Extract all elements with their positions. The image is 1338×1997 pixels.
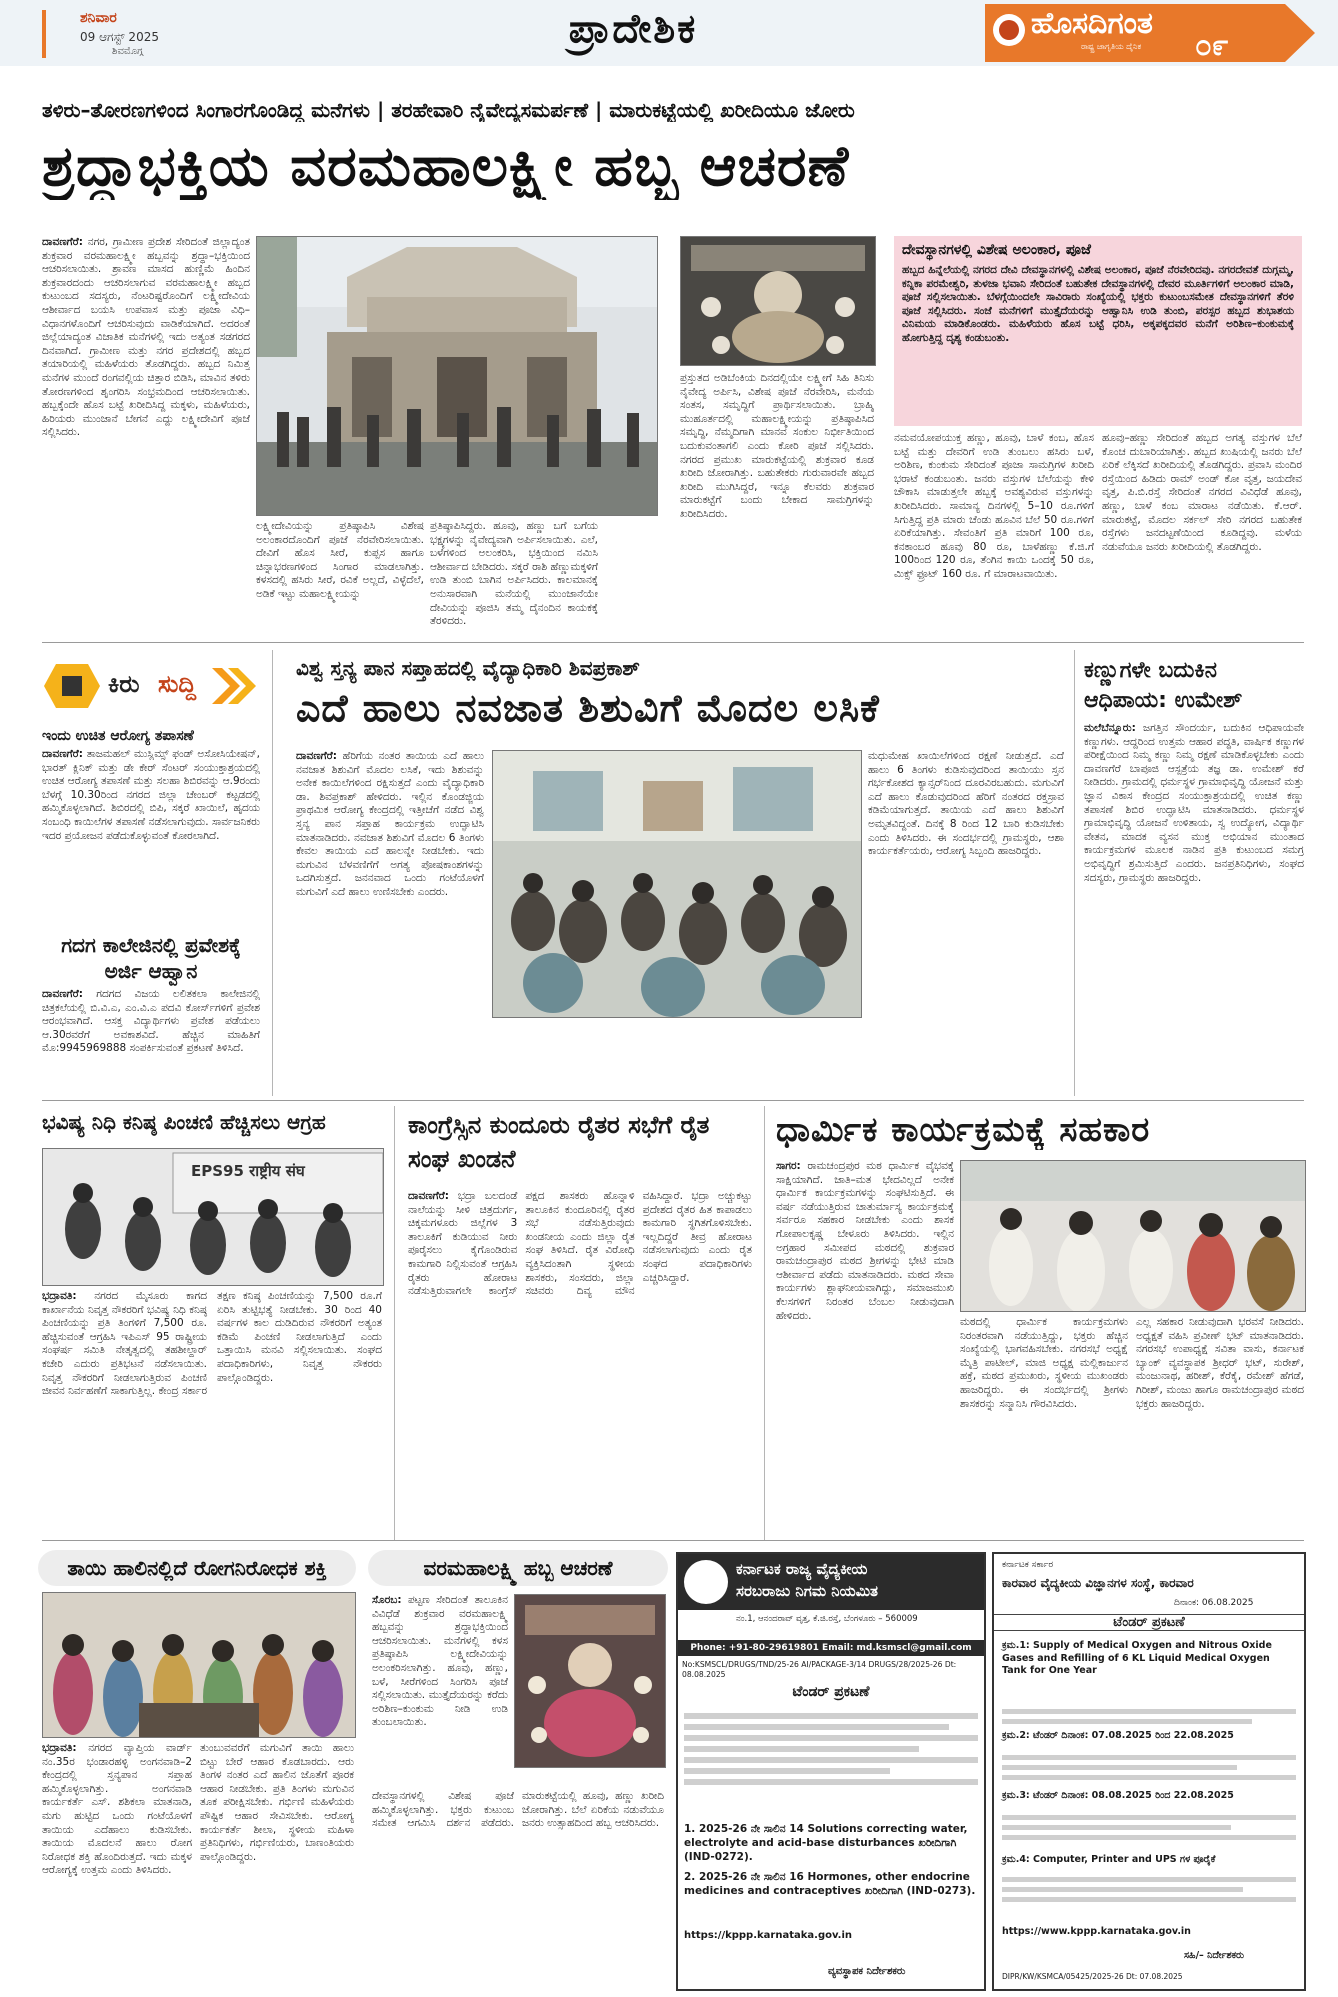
pension-body: [42, 1290, 382, 1530]
box-title: ದೇವಸ್ಥಾನಗಳಲ್ಲಿ ವಿಶೇಷ ಅಲಂಕಾರ, ಪೂಜೆ: [902, 242, 1091, 258]
kiru-item2-body: [42, 988, 260, 1086]
lead-col3-text: ಪ್ರತಿಷ್ಠಾಪಿಸಿದ್ದರು. ಹೂವು, ಹಣ್ಣು ಬಗೆ ಬಗೆಯ ಭಕ್ಷ್ಯಗಳನ್ನು ನೈವೇದ್ಯವಾಗಿ ಅರ್ಪಿಸಲಾಯಿತು. ಎಲೆ, ಬಳೆಗಳಿಂದ ಅಲಂಕರಿಸಿ, ಭಕ್ತಿಯಿಂದ ನಮಿಸಿ ಆಶೀರ್ವಾದ ಬೇಡಿದರು. ಸಕ್ಕರೆ ರಾಶಿ ಹೆಣ್ಣುಮಕ್ಕಳಿಗೆ ಉಡಿ ತುಂಬಿ ಬಾಗಿನ ಅರ್ಪಿಸಿದರು. ಕಾಲಮಾನಕ್ಕೆ ಅನುಸಾರವಾಗಿ ಮನೆಯಲ್ಲಿ ಮುಂಜಾನೆಯೇ ದೇವಿಯನ್ನು ಪೂಜಿಸಿ ತಮ್ಮ ದೈನಂದಿನ ಕಾಯಕಕ್ಕೆ ತೆರಳಿದರು.: [430, 520, 598, 628]
masthead-day: ಶನಿವಾರ: [80, 10, 117, 26]
vara2-column-2: [372, 1790, 664, 1987]
vara2-col2-text: ದೇವಸ್ಥಾನಗಳಲ್ಲಿ ವಿಶೇಷ ಪೂಜೆ ಹಮ್ಮಿಕೊಳ್ಳಲಾಗಿತ್ತು. ಭಕ್ತರು ಕುಟುಂಬ ಸಮೇತ ಆಗಮಿಸಿ ದರ್ಶನ ಪಡೆದರು. ಮಾರುಕಟ್ಟೆಯಲ್ಲಿ ಹೂವು, ಹಣ್ಣು ಖರೀದಿ ಜೋರಾಗಿತ್ತು. ಬೆಲೆ ಏರಿಕೆಯ ನಡುವೆಯೂ ಜನರು ಉತ್ಸಾಹದಿಂದ ಹಬ್ಬ ಆಚರಿಸಿದರು.: [372, 1790, 664, 1830]
milk-kicker: ವಿಶ್ವ ಸ್ತನ್ಯ ಪಾನ ಸಪ್ತಾಹದಲ್ಲಿ ವೈದ್ಯಾಧಿಕಾರಿ ಶಿವಪ್ರಕಾಶ್: [296, 656, 640, 680]
lead-column-2: [256, 520, 424, 632]
dharmika-column-3: [1136, 1316, 1304, 1530]
divider: [42, 1100, 1304, 1101]
tayi-column-1: [42, 1742, 192, 1987]
milk-column-2: [868, 750, 1064, 1090]
vara2-dateline: ಸೊರಬ:: [372, 1594, 402, 1606]
lead-dateline: ದಾವಣಗೆರೆ:: [42, 236, 83, 248]
dharmika-column-1: [776, 1160, 954, 1530]
ad1-website: https://kppp.karnataka.gov.in: [684, 1930, 853, 1941]
kiru-item1-dateline: ದಾವಣಗೆರೆ:: [42, 748, 83, 760]
ad1-sign: ವ್ಯವಸ್ಥಾಪಕ ನಿರ್ದೇಶಕರು: [828, 1966, 906, 1977]
lead-col4-text: ಪ್ರಸ್ತುತದ ಅಡಿಬೆಂಕಿಯ ದಿನದಲ್ಲಿಯೇ ಲಕ್ಷ್ಮೀಗೆ ಸಿಹಿ ತಿನಿಸು ನೈವೇದ್ಯ ಅರ್ಪಿಸಿ, ವಿಶೇಷ ಪೂಜೆ ನೆರವೇರಿಸಿ, ಮನೆಯ ಸಂತಸ, ಸಮೃದ್ಧಿಗೆ ಪ್ರಾರ್ಥಿಸಲಾಯಿತು. ಬ್ರಾಹ್ಮಿ ಮುಹೂರ್ತದಲ್ಲಿ ಮಹಾಲಕ್ಷ್ಮೀಯನ್ನು ಪ್ರತಿಷ್ಠಾಪಿಸಿದ ಸಮೃದ್ಧಿ, ನೆಮ್ಮದಿಗಾಗಿ ಮಾನವ ಸಂಕುಲ ನಿರ್ಭೀತಿಯಿಂದ ಬದುಕುವಂತಾಗಲಿ ಎಂದು ಕೋರಿ ಪೂಜೆ ಸಲ್ಲಿಸಿದರು. ನಗರದ ಪ್ರಮುಖ ಮಾರುಕಟ್ಟೆಯಲ್ಲಿ ಶುಕ್ರವಾರ ಕೂಡ ಖರೀದಿ ಜೋರಾಗಿತ್ತು. ಬಹುತೇಕರು ಗುರುವಾರವೇ ಹಬ್ಬದ ಖರೀದಿ ಮುಗಿಸಿದ್ದರೆ, ಇನ್ನೂ ಕೆಲವರು ಶುಕ್ರವಾರ ಮಾರುಕಟ್ಟೆಗೆ ಬಂದು ಬೇಕಾದ ಸಾಮಗ್ರಿಗಳನ್ನು ಖರೀದಿಸಿದರು.: [680, 372, 874, 520]
eyes-dateline: ಮಲೆಬೆನ್ನೂರು:: [1084, 722, 1136, 734]
divider: [394, 1106, 395, 1540]
divider: [1074, 650, 1075, 1096]
kiru-item1-title: ಇಂದು ಉಚಿತ ಆರೋಗ್ಯ ತಪಾಸಣೆ: [42, 728, 194, 744]
tayi-col1-text: ನಗರದ ವ್ಯಾಪ್ತಿಯ ವಾರ್ಡ್ ನಂ.35ರ ಭಂಡಾರಹಳ್ಳಿ ಅಂಗನವಾಡಿ–2 ಕೇಂದ್ರದಲ್ಲಿ ಸ್ತನ್ಯಪಾನ ಸಪ್ತಾಹ ಹಮ್ಮಿಕೊಳ್ಳಲಾಗಿತ್ತು. ಅಂಗನವಾಡಿ ಕಾರ್ಯಕರ್ತೆ ಎಸ್. ಶಶಿಕಲಾ ಮಾತನಾಡಿ, ಮಗು ಹುಟ್ಟಿದ ಒಂದು ಗಂಟೆಯೊಳಗೆ ತಾಯಿಯ ಎದೆಹಾಲು ಕುಡಿಸಬೇಕು. ತಾಯಿಯ ಮೊದಲನೆ ಹಾಲು ರೋಗ ನಿರೋಧಕ ಶಕ್ತಿ ಹೊಂದಿರುತ್ತದೆ. ಇದು ಮಕ್ಕಳ ಆರೋಗ್ಯಕ್ಕೆ ಉತ್ತಮ ಎಂದು ತಿಳಿಸಿದರು.: [42, 1742, 192, 1877]
ad1-ref: No:KSMSCL/DRUGS/TND/25-26 AI/PACKAGE-3/14 DRUGS/28/2025-26 Dt: 08.08.2025: [682, 1660, 957, 1679]
dharmika-dateline: ಸಾಗರ:: [776, 1160, 801, 1172]
dharmika-column-2: [960, 1316, 1128, 1530]
ad2-item1: ಕ್ರಮ.1: Supply of Medical Oxygen and Nitrous Oxide Gases and Refilling of 6 KL Liquid Medical Oxygen Tank for One Year: [1002, 1640, 1272, 1676]
kiru-logo-a: ಕಿರು: [108, 670, 140, 698]
kiru-item2-title: ಗದಗ ಕಾಲೇಜಿನಲ್ಲಿ ಪ್ರವೇಶಕ್ಕೆ ಅರ್ಜಿ ಆಹ್ವಾನ: [61, 933, 241, 983]
lead-col6-text: ಹೂವು–ಹಣ್ಣು ಸೇರಿದಂತೆ ಹಬ್ಬದ ಅಗತ್ಯ ವಸ್ತುಗಳ ಬೆಲೆ ಕೊಂಚ ದುಬಾರಿಯಾಗಿತ್ತು. ಹಬ್ಬದ ಖುಷಿಯಲ್ಲಿ ಜನರು ಬೆಲೆ ಏರಿಕೆ ಲೆಕ್ಕಿಸದೆ ಖರೀದಿಯಲ್ಲಿ ತೊಡಗಿದ್ದರು. ಪ್ರವಾಸಿ ಮಂದಿರ ರಸ್ತೆಯಿಂದ ಹಿಡಿದು ರಾಮ್ ಅಂಡ್ ಕೋ ವೃತ್ತ, ಜಯದೇವ ವೃತ್ತ, ಪಿ.ಬಿ.ರಸ್ತೆ ಸೇರಿದಂತೆ ನಗರದ ವಿವಿಧೆಡೆ ಹೂವು, ಹಣ್ಣು, ಬಾಳೆ ಕಂಬ ಮಾರಾಟ ನಡೆಯಿತು. ಕೆ.ಆರ್. ಮಾರುಕಟ್ಟೆ, ಮೊದಲ ಸರ್ಕಲ್ ಸೇರಿ ನಗರದ ಬಹುತೇಕ ರಸ್ತೆಗಳು ಜನದಟ್ಟಣೆಯಿಂದ ಕೂಡಿದ್ದವು. ಮಳೆಯ ನಡುವೆಯೂ ಜನರು ಖರೀದಿಯಲ್ಲಿ ತೊಡಗಿದ್ದರು.: [1102, 432, 1302, 553]
pension-dateline: ಭದ್ರಾವತಿ:: [42, 1290, 77, 1302]
lead-column-4: [680, 372, 874, 632]
tayi-dateline: ಭದ್ರಾವತಿ:: [42, 1742, 77, 1754]
congress-body: [408, 1190, 752, 1530]
ad1-filler-text: [684, 1708, 978, 1818]
ad2-sign: ಸಹಿ/– ನಿರ್ದೇಶಕರು: [1184, 1950, 1245, 1961]
milk-column-1: [296, 750, 484, 1090]
tayi-photo: [42, 1592, 356, 1738]
ad1-item2: 2. 2025-26 ನೇ ಸಾಲಿನ 16 Hormones, other endocrine medicines and contraceptives ಖರೀದಿಗಾಗಿ (IND-0273).: [684, 1871, 976, 1897]
kiru-item1-body: [42, 748, 260, 928]
vara2-goddess-photo: [514, 1594, 666, 1768]
divider: [42, 642, 1304, 643]
congress-text: ಭದ್ರಾ ಬಲದಂಡೆ ನಾಲೆಯನ್ನು ಸೀಳಿ ಚಿತ್ರದುರ್ಗ, ಚಿಕ್ಕಮಗಳೂರು ಜಿಲ್ಲೆಗಳ 3 ತಾಲೂಕಿಗೆ ಕುಡಿಯುವ ನೀರು ಪೂರೈಸಲು ಕೈಗೊಂಡಿರುವ ಕಾಮಗಾರಿ ನಿಲ್ಲಿಸುವಂತೆ ಆಗ್ರಹಿಸಿ ರೈತರು ಹೋರಾಟ ನಡೆಸುತ್ತಿರುವಾಗಲೇ ಕಾಂಗ್ರೆಸ್ ಪಕ್ಷದ ಶಾಸಕರು ಹೊನ್ನಾಳಿ ತಾಲೂಕಿನ ಕುಂದೂರಿನಲ್ಲಿ ರೈತರ ಸಭೆ ನಡೆಸುತ್ತಿರುವುದು ಖಂಡನೀಯ ಎಂದು ಜಿಲ್ಲಾ ರೈತ ಸಂಘ ತಿಳಿಸಿದೆ. ರೈತ ವಿರೋಧಿ ವ್ಯಕ್ತಿಸಿದಂತಾಗಿ ಸ್ಥಳೀಯ ಶಾಸಕರು, ಸಂಸದರು, ಜಿಲ್ಲಾ ಸಚಿವರು ದಿವ್ಯ ಮೌನ ವಹಿಸಿದ್ದಾರೆ. ಭದ್ರಾ ಅಚ್ಚುಕಟ್ಟು ಪ್ರದೇಶದ ರೈತರ ಹಿತ ಕಾಪಾಡಲು ಕಾಮಗಾರಿ ಸ್ಥಗಿತಗೊಳಿಸಬೇಕು. ಇಲ್ಲದಿದ್ದರೆ ತೀವ್ರ ಹೋರಾಟ ನಡೆಸಲಾಗುವುದು ಎಂದು ರೈತ ಸಂಘದ ಪದಾಧಿಕಾರಿಗಳು ಎಚ್ಚರಿಸಿದ್ದಾರೆ.: [408, 1190, 752, 1298]
ad2-item3: ಕ್ರಮ.3: ಟೆಂಡರ್ ದಿನಾಂಕ: 08.08.2025 ರಿಂದ 22.08.2025: [1002, 1790, 1234, 1801]
lead-col2-text: ಲಕ್ಷ್ಮೀದೇವಿಯನ್ನು ಪ್ರತಿಷ್ಠಾಪಿಸಿ ವಿಶೇಷ ಅಲಂಕಾರದೊಂದಿಗೆ ಪೂಜೆ ನೆರವೇರಿಸಲಾಯಿತು. ದೇವಿಗೆ ಹೊಸ ಸೀರೆ, ಕುಪ್ಪಸ ಹಾಗೂ ಚಿನ್ನಾಭರಣಗಳಿಂದ ಸಿಂಗಾರ ಮಾಡಲಾಗಿತ್ತು. ಕಳಸದಲ್ಲಿ ಹಸಿರು ಸೀರೆ, ರವಿಕೆ ಅಲ್ಲದೆ, ವಿಳ್ಳೆದೆಲೆ, ಅಡಿಕೆ ಇಟ್ಟು ಮಹಾಲಕ್ಷ್ಮೀಯನ್ನು: [256, 520, 424, 600]
date-accent-bar: [42, 10, 46, 58]
paper-tagline: ರಾಷ್ಟ್ರ ಜಾಗೃತಿಯ ದೈನಿಕ: [1081, 42, 1142, 51]
ad2-title: ಟೆಂಡರ್ ಪ್ರಕಟಣೆ: [994, 1614, 1304, 1631]
ad2-filler-text-2: [1002, 1750, 1296, 1785]
masthead-date: 09 ಆಗಸ್ಟ್ 2025: [80, 30, 159, 44]
divider: [272, 650, 273, 1096]
kiru-item2-dateline: ದಾವಣಗೆರೆ:: [42, 988, 83, 1000]
dharmika-col1-text: ರಾಮಚಂದ್ರಪುರ ಮಠ ಧಾರ್ಮಿಕ ವೈಭವಕ್ಕೆ ಸಾಕ್ಷಿಯಾಗಿದೆ. ಜಾತಿ–ಮತ ಭೇದವಿಲ್ಲದೆ ಅನೇಕ ಧಾರ್ಮಿಕ ಕಾರ್ಯಕ್ರಮಗಳನ್ನು ಸಂಘಟಿಸುತ್ತಿದೆ. ಈ ವರ್ಷ ನಡೆಯುತ್ತಿರುವ ಚಾತುರ್ಮಾಸ್ಯ ಕಾರ್ಯಕ್ರಮಕ್ಕೆ ಸರ್ವರೂ ಸಹಕಾರ ನೀಡಬೇಕು ಎಂದು ಶಾಸಕ ಗೋಪಾಲಕೃಷ್ಣ ಬೇಳೂರು ತಿಳಿಸಿದರು. ಇಲ್ಲಿನ ಅಗ್ರಹಾರ ಸಮೀಪದ ಮಠದಲ್ಲಿ ಶುಕ್ರವಾರ ರಾಮಚಂದ್ರಾಪುರ ಮಠದ ಶ್ರೀಗಳನ್ನು ಭೇಟಿ ಮಾಡಿ ಆಶೀರ್ವಾದ ಪಡೆದು ಮಾತನಾಡಿದರು. ಮಠದ ಸೇವಾ ಕಾರ್ಯಗಳು ಶ್ಲಾಘನೀಯವಾಗಿದ್ದು, ಸಮಾಜಮುಖಿ ಕೆಲಸಗಳಿಗೆ ನಿರಂತರ ಬೆಂಬಲ ನೀಡುವುದಾಗಿ ಹೇಳಿದರು.: [776, 1160, 954, 1322]
dharmika-col2-text: ಮಠದಲ್ಲಿ ಧಾರ್ಮಿಕ ಕಾರ್ಯಕ್ರಮಗಳು ನಿರಂತರವಾಗಿ ನಡೆಯುತ್ತಿದ್ದು, ಭಕ್ತರು ಹೆಚ್ಚಿನ ಸಂಖ್ಯೆಯಲ್ಲಿ ಭಾಗವಹಿಸಬೇಕು. ನಗರಸಭೆ ಅಧ್ಯಕ್ಷೆ ಮೈತ್ರಿ ಪಾಟೀಲ್, ಮಾಜಿ ಅಧ್ಯಕ್ಷ ಮಲ್ಲಿಕಾರ್ಜುನ ಹಕ್ರೆ, ಮಠದ ಪ್ರಮುಖರು, ಸ್ಥಳೀಯ ಮುಖಂಡರು ಹಾಜರಿದ್ದರು. ಈ ಸಂದರ್ಭದಲ್ಲಿ ಶ್ರೀಗಳು ಶಾಸಕರನ್ನು ಸನ್ಮಾನಿಸಿ ಗೌರವಿಸಿದರು.: [960, 1316, 1128, 1410]
kiru-item2-text: ಗದಗದ ವಿಜಯ ಲಲಿತಕಲಾ ಕಾಲೇಜಿನಲ್ಲಿ ಚಿತ್ರಕಲೆಯಲ್ಲಿ ಬಿ.ವಿ.ಎ, ಎಂ.ವಿ.ಎ ಪದವಿ ಕೋರ್ಸ್‌ಗಳಿಗೆ ಪ್ರವೇಶ ಆರಂಭವಾಗಿದೆ. ಆಸಕ್ತ ವಿದ್ಯಾರ್ಥಿಗಳು ಪ್ರವೇಶ ಪಡೆಯಲು ಆ.30ರವರೆಗೆ ಅವಕಾಶವಿದೆ. ಹೆಚ್ಚಿನ ಮಾಹಿತಿಗೆ ಮೊ:9945969888 ಸಂಪರ್ಕಿಸುವಂತೆ ಪ್ರಕಟಣೆ ತಿಳಿಸಿದೆ.: [42, 988, 260, 1055]
milk-col2-text: ಮಧುಮೇಹ ಖಾಯಿಲೆಗಳಿಂದ ರಕ್ಷಣೆ ನೀಡುತ್ತದೆ. ಎದೆ ಹಾಲು 6 ತಿಂಗಳು ಕುಡಿಸುವುದರಿಂದ ತಾಯಿಯು ಸ್ತನ ಗರ್ಭಕೋಶದ ಕ್ಯಾನ್ಸರ್‌ನಿಂದ ದೂರವಿರಬಹುದು. ಮಗುವಿಗೆ ಎದೆ ಹಾಲು ಕೊಡುವುದರಿಂದ ಹೆರಿಗೆ ನಂತರದ ರಕ್ತಸ್ರಾವ ಕಡಿಮೆಯಾಗುತ್ತದೆ. ತಾಯಿಯ ಎದೆ ಹಾಲು ಶಿಶುವಿಗೆ ಅಮೃತವಿದ್ದಂತೆ. ದಿನಕ್ಕೆ 8 ರಿಂದ 12 ಬಾರಿ ಕುಡಿಸಬೇಕು ಎಂದು ತಿಳಿಸಿದರು. ಈ ಸಂದರ್ಭದಲ್ಲಿ ಗ್ರಾಮಸ್ಥರು, ಆಶಾ ಕಾರ್ಯಕರ್ತೆಯರು, ಆರೋಗ್ಯ ಸಿಬ್ಬಂದಿ ಹಾಜರಿದ್ದರು.: [868, 750, 1064, 858]
ad1-phone: Phone: +91-80-29619801 Email: md.ksmscl@gmail.com: [678, 1640, 984, 1656]
kiru-suddi-logo: [42, 656, 262, 716]
lead-kicker: ತಳಿರು–ತೋರಣಗಳಿಂದ ಸಿಂಗಾರಗೊಂಡಿದ್ದ ಮನೆಗಳು | ತರಹೇವಾರಿ ನೈವೇದ್ಯಸಮರ್ಪಣೆ | ಮಾರುಕಟ್ಟೆಯಲ್ಲಿ ಖರೀದಿಯೂ ಜೋರು: [42, 98, 855, 122]
ad2-footer: DIPR/KW/KSMCA/05425/2025-26 Dt: 07.08.2025: [1002, 1972, 1183, 1981]
kims-karwar-tender-ad: [992, 1552, 1306, 1991]
milk-headline: ಎದೆ ಹಾಲು ನವಜಾತ ಶಿಶುವಿಗೆ ಮೊದಲ ಲಸಿಕೆ: [296, 686, 880, 730]
milk-col1-text: ಹೆರಿಗೆಯ ನಂತರ ತಾಯಿಯ ಎದೆ ಹಾಲು ನವಜಾತ ಶಿಶುವಿಗೆ ಮೊದಲ ಲಸಿಕೆ, ಇದು ಶಿಶುವನ್ನು ಅನೇಕ ಕಾಯಿಲೆಗಳಿಂದ ರಕ್ಷಿಸುತ್ತದೆ ಎಂದು ವೈದ್ಯಾಧಿಕಾರಿ ಡಾ. ಶಿವಪ್ರಕಾಶ್ ಹೇಳಿದರು. ಇಲ್ಲಿನ ಕೊಂಡಜ್ಜಿಯ ಪ್ರಾಥಮಿಕ ಆರೋಗ್ಯ ಕೇಂದ್ರದಲ್ಲಿ ಇತ್ತೀಚೆಗೆ ನಡೆದ ವಿಶ್ವ ಸ್ತನ್ಯ ಪಾನ ಸಪ್ತಾಹ ಕಾರ್ಯಕ್ರಮ ಉದ್ಘಾಟಿಸಿ ಮಾತನಾಡಿದರು. ನವಜಾತ ಶಿಶುವಿಗೆ ಮೊದಲ 6 ತಿಂಗಳು ಕೇವಲ ತಾಯಿಯ ಎದೆ ಹಾಲನ್ನೇ ನೀಡಬೇಕು. ಇದು ಮಗುವಿನ ಬೆಳವಣಿಗೆಗೆ ಅಗತ್ಯ ಪೋಷಕಾಂಶಗಳನ್ನು ಒದಗಿಸುತ್ತದೆ. ಜನನವಾದ ಒಂದು ಗಂಟೆಯೊಳಗೆ ಮಗುವಿಗೆ ಎದೆ ಹಾಲು ಉಣಿಸಬೇಕು ಎಂದರು.: [296, 750, 484, 898]
eyes-body: [1084, 722, 1304, 1090]
ad1-org-line1: ಕರ್ನಾಟಕ ರಾಜ್ಯ ವೈದ್ಯಕೀಯ: [736, 1560, 868, 1578]
lead-column-5: [894, 432, 1094, 632]
congress-headline: ಕಾಂಗ್ರೆಸ್ಸಿನ ಕುಂದೂರು ರೈತರ ಸಭೆಗೆ ರೈತ ಸಂಘ ಖಂಡನೆ: [408, 1111, 710, 1173]
tayi-col2-text: ತುಂಬುವವರೆಗೆ ಮಗುವಿಗೆ ತಾಯಿ ಹಾಲು ಬಿಟ್ಟು ಬೇರೆ ಆಹಾರ ಕೊಡಬಾರದು. ಆರು ತಿಂಗಳ ನಂತರ ಎದೆ ಹಾಲಿನ ಜೊತೆಗೆ ಪೂರಕ ಆಹಾರ ನೀಡಬೇಕು. ಪ್ರತಿ ತಿಂಗಳು ಮಗುವಿನ ತೂಕ ಪರೀಕ್ಷಿಸಬೇಕು. ಗರ್ಭಿಣಿ ಮಹಿಳೆಯರು ಪೌಷ್ಟಿಕ ಆಹಾರ ಸೇವಿಸಬೇಕು. ಆರೋಗ್ಯ ಕಾರ್ಯಕರ್ತೆ ಶೀಲಾ, ಸ್ಥಳೀಯ ಮಹಿಳಾ ಪ್ರತಿನಿಧಿಗಳು, ಗರ್ಭಿಣಿಯರು, ಬಾಣಂತಿಯರು ಪಾಲ್ಗೊಂಡಿದ್ದರು.: [200, 1742, 354, 1863]
goddess-photo: [680, 236, 876, 366]
ad2-org: ಕಾರವಾರ ವೈದ್ಯಕೀಯ ವಿಜ್ಞಾನಗಳ ಸಂಸ್ಥೆ, ಕಾರವಾರ: [1002, 1576, 1194, 1590]
ad2-date: ದಿನಾಂಕ: 06.08.2025: [1174, 1598, 1254, 1608]
kiru-item1-text: ತಾಜಮಹಲ್ ಮುಸ್ಲಿಮ್ಸ್ ಫಂಡ್ ಅಸೋಸಿಯೇಷನ್, ಭಾರತ್ ಕ್ಲಿನಿಕ್ ಮತ್ತು ಡೇ ಕೇರ್ ಸೆಂಟರ್ ಸಂಯುಕ್ತಾಶ್ರಯದಲ್ಲಿ ಉಚಿತ ಆರೋಗ್ಯ ತಪಾಸಣೆ ಮತ್ತು ಸಲಹಾ ಶಿಬಿರವನ್ನು ಆ.9ರಂದು ಬೆಳಗ್ಗೆ 10.30ರಿಂದ ನಗರದ ಜಿಲ್ಲಾ ಚೇಂಬರ್ ಕಟ್ಟಡದಲ್ಲಿ ಹಮ್ಮಿಕೊಳ್ಳಲಾಗಿದೆ. ಶಿಬಿರದಲ್ಲಿ ಬಿಪಿ, ಸಕ್ಕರೆ ಖಾಯಿಲೆ, ಹೃದಯ ಸಂಬಂಧಿ ಕಾಯಿಲೆಗಳ ತಪಾಸಣೆ ನಡೆಸಲಾಗುವುದು. ಸಾರ್ವಜನಿಕರು ಇದರ ಪ್ರಯೋಜನ ಪಡೆದುಕೊಳ್ಳುವಂತೆ ಕೋರಲಾಗಿದೆ.: [42, 748, 260, 842]
congress-dateline: ದಾವಣಗೆರೆ:: [408, 1190, 449, 1202]
vara2-headline: ವರಮಹಾಲಕ್ಷ್ಮಿ ಹಬ್ಬ ಆಚರಣೆ: [368, 1550, 668, 1586]
lead-headline: ಶ್ರದ್ಧಾಭಕ್ತಿಯ ವರಮಹಾಲಕ್ಷ್ಮೀ ಹಬ್ಬ ಆಚರಣೆ: [42, 134, 850, 199]
ad1-address: ನಂ.1, ಆನಂದರಾವ್ ವೃತ್ತ, ಕೆ.ಜಿ.ರಸ್ತೆ, ಬೆಂಗಳೂರು – 560009: [736, 1614, 918, 1624]
vara2-column-1: [372, 1594, 508, 1784]
dharmika-headline: ಧಾರ್ಮಿಕ ಕಾರ್ಯಕ್ರಮಕ್ಕೆ ಸಹಕಾರ: [776, 1110, 1151, 1150]
temple-photo: [256, 236, 658, 516]
lead-col1-text: ನಗರ, ಗ್ರಾಮೀಣ ಪ್ರದೇಶ ಸೇರಿದಂತೆ ಜಿಲ್ಲಾದ್ಯಂತ ಶುಕ್ರವಾರ ವರಮಹಾಲಕ್ಷ್ಮೀ ಹಬ್ಬವನ್ನು ಶ್ರದ್ಧಾ–ಭಕ್ತಿಯಿಂದ ಆಚರಿಸಲಾಯಿತು. ಶ್ರಾವಣ ಮಾಸದ ಹುಣ್ಣಿಮೆ ಹಿಂದಿನ ಶುಕ್ರವಾರದಂದು ಆಚರಿಸಲಾಗುವ ವರಮಹಾಲಕ್ಷ್ಮೀ ಹಬ್ಬದ ಕುಟುಂಬದ ಸದಸ್ಯರು, ನೆಂಟರಿಷ್ಟರೊಂದಿಗೆ ಲಕ್ಷ್ಮೀದೇವಿಯ ಆಶೀರ್ವಾದ ಬಯಸಿ ಉಪವಾಸ ಮತ್ತು ಪೂಜಾ ವಿಧಿ–ವಿಧಾನಗಳೊಂದಿಗೆ ಆಚರಿಸುವುದು ವಾಡಿಕೆಯಾಗಿದೆ. ಅದರಂತೆ ಜಿಲ್ಲೆಯಾದ್ಯಂತ ವಿಜಾತಿಕ ಮನೆಗಳಲ್ಲಿ ಇದು ಅತ್ಯಂತ ಸಡಗರದ ದಿನವಾಗಿದೆ. ಗ್ರಾಮೀಣ ಮತ್ತು ನಗರ ಪ್ರದೇಶದಲ್ಲಿ ಹಬ್ಬದ ತಯಾರಿಯಲ್ಲಿ ಮಹಿಳೆಯರು ತೊಡಗಿದ್ದರು. ಹಬ್ಬದ ನಿಮಿತ್ತ ಮನೆಗಳ ಮುಂದೆ ರಂಗವಲ್ಲಿಯ ಚಿತ್ತಾರ ಬಿಡಿಸಿ, ಮಾವಿನ ತಳಿರು ತೋರಣಗಳಿಂದ ಶೃಂಗರಿಸಿ ಸಂಭ್ರಮದಿಂದ ಆಚರಿಸಲಾಯಿತು. ಹಬ್ಬಕ್ಕೆಂದೇ ಹೊಸ ಬಟ್ಟೆ ಖರೀದಿಸಿದ್ದ ಮಕ್ಕಳು, ಮಹಿಳೆಯರು, ಹಿರಿಯರು ಮುಂಜಾನೆ ಬೇಗನೆ ಎದ್ದು ಲಕ್ಷ್ಮೀದೇವಿಗೆ ಪೂಜೆ ಸಲ್ಲಿಸಿದರು.: [42, 236, 250, 439]
eyes-headline: ಕಣ್ಣುಗಳೇ ಬದುಕಿನ ಆಧಿಪಾಯ: ಉಮೇಶ್: [1084, 658, 1243, 713]
box-text: ಹಬ್ಬದ ಹಿನ್ನೆಲೆಯಲ್ಲಿ ನಗರದ ದೇವಿ ದೇವಸ್ಥಾನಗಳಲ್ಲಿ ವಿಶೇಷ ಅಲಂಕಾರ, ಪೂಜೆ ನೆರವೇರಿದವು. ನಗರದೇವತೆ ದುಗ್ಗಮ್ಮ, ಕನ್ನಿಕಾ ಪರಮೇಶ್ವರಿ, ತುಳಜಾ ಭವಾನಿ ಸೇರಿದಂತೆ ಬಹುತೇಕ ದೇವಸ್ಥಾನಗಳಲ್ಲಿ ದೇವರ ಮೂರ್ತಿಗಳಿಗೆ ಅಲಂಕಾರ ಮಾಡಿ, ಪೂಜೆ ಸಲ್ಲಿಸಲಾಯಿತು. ಬೆಳಗ್ಗೆಯಿಂದಲೇ ಸಾವಿರಾರು ಸಂಖ್ಯೆಯಲ್ಲಿ ಭಕ್ತರು ಕುಟುಂಬಸಮೇತ ದೇವಸ್ಥಾನಗಳಿಗೆ ತೆರಳಿ ಪೂಜೆ ಸಲ್ಲಿಸಿದರು. ಸಂಜೆ ಮನೆಗಳಿಗೆ ಮುತ್ತೈದೆಯರನ್ನು ಆಹ್ವಾನಿಸಿ ಉಡಿ ತುಂಬಿ, ಪರಸ್ಪರ ಹಬ್ಬದ ಶುಭಾಶಯ ವಿನಿಮಯ ಮಾಡಿಕೊಂಡರು. ಮಹಿಳೆಯರು ಹೊಸ ಬಟ್ಟೆ ಧರಿಸಿ, ಅಕ್ಕಪಕ್ಕದವರ ಮನೆಗೆ ಅರಿಶಿಣ–ಕುಂಕುಮಕ್ಕೆ ಹೋಗುತ್ತಿದ್ದ ದೃಶ್ಯ ಕಂಡುಬಂತು.: [902, 264, 1294, 344]
kiru-logo-b: ಸುದ್ದಿ: [158, 670, 197, 698]
ad1-org-line2: ಸರಬರಾಜು ನಿಗಮ ನಿಯಮಿತ: [736, 1582, 878, 1600]
ad2-item4: ಕ್ರಮ.4: Computer, Printer and UPS ಗಳ ಪೂರೈಕೆ: [1002, 1854, 1216, 1865]
pension-text: ನಗರದ ಮೈಸೂರು ಕಾಗದ ಕಾರ್ಖಾನೆಯ ನಿವೃತ್ತ ನೌಕರರಿಗೆ ಭವಿಷ್ಯ ನಿಧಿ ಕನಿಷ್ಠ ಪಿಂಚಣಿಯನ್ನು ಪ್ರತಿ ತಿಂಗಳಿಗೆ 7,500 ರೂ. ಹೆಚ್ಚಿಸುವಂತೆ ಆಗ್ರಹಿಸಿ ಇಪಿಎಸ್ 95 ರಾಷ್ಟ್ರೀಯ ಸಂಘರ್ಷ ಸಮಿತಿ ನೇತೃತ್ವದಲ್ಲಿ ತಹಶೀಲ್ದಾರ್ ಕಚೇರಿ ಎದುರು ಪ್ರತಿಭಟನೆ ನಡೆಸಲಾಯಿತು. ನಿವೃತ್ತ ನೌಕರರಿಗೆ ನೀಡಲಾಗುತ್ತಿರುವ ಪಿಂಚಣಿ ಜೀವನ ನಿರ್ವಹಣೆಗೆ ಸಾಕಾಗುತ್ತಿಲ್ಲ. ಕೇಂದ್ರ ಸರ್ಕಾರ ತಕ್ಷಣ ಕನಿಷ್ಠ ಪಿಂಚಣಿಯನ್ನು 7,500 ರೂ.ಗೆ ಏರಿಸಿ ತುಟ್ಟಿಭತ್ಯೆ ನೀಡಬೇಕು. 30 ರಿಂದ 40 ವರ್ಷಗಳ ಕಾಲ ದುಡಿದಿರುವ ನೌಕರರಿಗೆ ಅತ್ಯಂತ ಕಡಿಮೆ ಪಿಂಚಣಿ ನೀಡಲಾಗುತ್ತಿದೆ ಎಂದು ಒತ್ತಾಯಿಸಿ ಮನವಿ ಸಲ್ಲಿಸಲಾಯಿತು. ಸಂಘದ ಪದಾಧಿಕಾರಿಗಳು, ನಿವೃತ್ತ ನೌಕರರು ಪಾಲ್ಗೊಂಡಿದ್ದರು.: [42, 1290, 382, 1398]
dharmika-col3-text: ಎಲ್ಲ ಸಹಕಾರ ನೀಡುವುದಾಗಿ ಭರವಸೆ ನೀಡಿದರು. ಅಧ್ಯಕ್ಷತೆ ವಹಿಸಿ ಪ್ರವೀಣ್ ಭಟ್ ಮಾತನಾಡಿದರು. ನಗರಸಭೆ ಉಪಾಧ್ಯಕ್ಷೆ ಸವಿತಾ ವಾಸು, ಕರ್ನಾಟಕ ಬ್ಯಾಂಕ್ ವ್ಯವಸ್ಥಾಪಕ ಶ್ರೀಧರ್ ಭಟ್, ಸುರೇಶ್, ಮಂಜುನಾಥ, ಹರೀಶ್, ಕೆರೆಕೈ, ರಮೇಶ್ ಹೆಗಡೆ, ಗಿರೀಶ್, ಮಂಜು ಹಾಗೂ ರಾಮಚಂದ್ರಾಪುರ ಮಠದ ಭಕ್ತರು ಹಾಜರಿದ್ದರು.: [1136, 1316, 1304, 1410]
ad1-item1: 1. 2025-26 ನೇ ಸಾಲಿನ 14 Solutions correcting water, electrolyte and acid-base disturbances ಖರೀದಿಗಾಗಿ (IND-0272).: [684, 1823, 968, 1863]
lead-column-1: [42, 236, 250, 632]
pension-protest-photo: [42, 1148, 384, 1286]
ad2-website: https://www.kppp.karnataka.gov.in: [1002, 1926, 1191, 1937]
dharmika-photo: [960, 1160, 1306, 1312]
milk-event-photo: [492, 750, 862, 1018]
tayi-column-2: [200, 1742, 354, 1987]
ad2-filler-text: [1002, 1704, 1296, 1729]
pension-banner-text: EPS95 राष्ट्रीय संघ: [191, 1162, 305, 1180]
ad2-filler-text-4: [1002, 1872, 1296, 1907]
ksmscl-tender-ad: [676, 1552, 986, 1991]
masthead-city: ಶಿವಮೊಗ್ಗ: [112, 46, 144, 57]
eyes-text: ಜಗತ್ತಿನ ಸೌಂದರ್ಯ, ಬದುಕಿನ ಆಧಿಪಾಯವೇ ಕಣ್ಣುಗಳು. ಆದ್ದರಿಂದ ಉತ್ತಮ ಆಹಾರ ಪದ್ಧತಿ, ವಾರ್ಷಿಕ ಕಣ್ಣುಗಳ ಪರೀಕ್ಷೆಯಿಂದ ನಿಮ್ಮ ಕಣ್ಣು ನಿಮ್ಮ ರಕ್ಷಣೆ ಮಾಡಿಕೊಳ್ಳಬೇಕು ಎಂದು ದಾವಣಗೆರೆ ಬಾಪೂಜಿ ಆಸ್ಪತ್ರೆಯ ತಜ್ಞ ಡಾ. ಉಮೇಶ್ ಕರೆ ನೀಡಿದರು. ಗ್ರಾಮದಲ್ಲಿ ಧರ್ಮಸ್ಥಳ ಗ್ರಾಮಾಭಿವೃದ್ಧಿ ಯೋಜನೆ ಮತ್ತು ಜ್ಞಾನ ವಿಕಾಸ ಕೇಂದ್ರದ ಸಂಯುಕ್ತಾಶ್ರಯದಲ್ಲಿ ಉಚಿತ ಕಣ್ಣು ತಪಾಸಣೆ ಶಿಬಿರ ಉದ್ಘಾಟಿಸಿ ಮಾತನಾಡಿದರು. ಧರ್ಮಸ್ಥಳ ಗ್ರಾಮಾಭಿವೃದ್ಧಿ ಯೋಜನೆ ಉಳಿತಾಯ, ಸ್ವ ಉದ್ಯೋಗ, ವಿದ್ಯಾರ್ಥಿ ವೇತನ, ಮಾದಕ ವ್ಯಸನ ಮುಕ್ತ ಅಭಿಯಾನ ಮುಂತಾದ ಕಾರ್ಯಕ್ರಮಗಳ ಮೂಲಕ ನಾಡಿನ ಪ್ರತಿ ಕುಟುಂಬದ ಸಮಗ್ರ ಅಭಿವೃದ್ಧಿಗೆ ಶ್ರಮಿಸುತ್ತಿದೆ ಎಂದರು. ಜನಪ್ರತಿನಿಧಿಗಳು, ಸಂಘದ ಸದಸ್ಯರು, ಗ್ರಾಮಸ್ಥರು ಹಾಜರಿದ್ದರು.: [1084, 722, 1304, 884]
ad1-title: ಟೆಂಡರ್ ಪ್ರಕಟಣೆ: [792, 1684, 870, 1700]
masthead: [0, 0, 1338, 66]
govt-emblem-icon: [684, 1560, 728, 1604]
divider: [42, 1540, 1304, 1541]
lead-col5-text: ನಮವಯೋಪಯುಕ್ತ ಹಣ್ಣು, ಹೂವು, ಬಾಳೆ ಕಂಬ, ಹೊಸ ಬಟ್ಟೆ ಮತ್ತು ದೇವರಿಗೆ ಉಡಿ ತುಂಬಲು ಹಸಿರು ಬಳೆ, ಅರಿಶಿಣ, ಕುಂಕುಮ ಸೇರಿದಂತೆ ಪೂಜಾ ಸಾಮಗ್ರಿಗಳ ಖರೀದಿ ಭರಾಟೆ ಕಂಡುಬಂತು. ಜನರು ವಸ್ತುಗಳ ಬೆಲೆಯನ್ನು ಕೇಳಿ ಚೌಕಾಸಿ ಮಾಡುತ್ತಲೇ ಹಬ್ಬಕ್ಕೆ ಅವಶ್ಯವಿರುವ ವಸ್ತುಗಳನ್ನು ಖರೀದಿಸಿದರು. ಸಾಮಾನ್ಯ ದಿನಗಳಲ್ಲಿ 5–10 ರೂ.ಗಳಿಗೆ ಸಿಗುತ್ತಿದ್ದ ಪ್ರತಿ ಮಾರು ಚೆಂಡು ಹೂವಿನ ಬೆಲೆ 50 ರೂ.ಗಳಿಗೆ ಏರಿಕೆಯಾಗಿತ್ತು. ಸೇವಂತಿಗೆ ಪ್ರತಿ ಮಾರಿಗೆ 100 ರೂ, ಕನಕಾಂಬರ ಹೂವು 80 ರೂ, ಬಾಳೆಹಣ್ಣು ಕೆ.ಜಿ.ಗೆ 100ರಿಂದ 120 ರೂ, ತೆಂಗಿನ ಕಾಯಿ ಒಂದಕ್ಕೆ 50 ರೂ, ಮಿಕ್ಸ್ ಫ್ರೂಟ್ 160 ರೂ. ಗೆ ಮಾರಾಟವಾಯಿತು.: [894, 432, 1094, 580]
kiru-suddi-logo-shape: [42, 656, 262, 716]
milk-dateline: ದಾವಣಗೆರೆ:: [296, 750, 337, 762]
paper-logo: [985, 4, 1315, 62]
section-title: ಪ್ರಾದೇಶಿಕ: [568, 6, 698, 52]
ad2-gov: ಕರ್ನಾಟಕ ಸರ್ಕಾರ: [1002, 1560, 1054, 1570]
paper-name: ಹೊಸದಿಗಂತ: [1031, 6, 1153, 41]
lead-column-3: [430, 520, 598, 632]
vara2-col1-text: ಪಟ್ಟಣ ಸೇರಿದಂತೆ ತಾಲೂಕಿನ ವಿವಿಧೆಡೆ ಶುಕ್ರವಾರ ವರಮಹಾಲಕ್ಷ್ಮಿ ಹಬ್ಬವನ್ನು ಶ್ರದ್ಧಾಭಕ್ತಿಯಿಂದ ಆಚರಿಸಲಾಯಿತು. ಮನೆಗಳಲ್ಲಿ ಕಳಸ ಪ್ರತಿಷ್ಠಾಪಿಸಿ ಲಕ್ಷ್ಮೀದೇವಿಯನ್ನು ಅಲಂಕರಿಸಲಾಗಿತ್ತು. ಹೂವು, ಹಣ್ಣು, ಬಳೆ, ಸೀರೆಗಳಿಂದ ಸಿಂಗರಿಸಿ ಪೂಜೆ ಸಲ್ಲಿಸಲಾಯಿತು. ಮುತ್ತೈದೆಯರನ್ನು ಕರೆದು ಅರಿಶಿಣ–ಕುಂಕುಮ ನೀಡಿ ಉಡಿ ತುಂಬಲಾಯಿತು.: [372, 1594, 508, 1729]
pension-headline: ಭವಿಷ್ಯ ನಿಧಿ ಕನಿಷ್ಠ ಪಿಂಚಣಿ ಹೆಚ್ಚಿಸಲು ಆಗ್ರಹ: [42, 1110, 326, 1134]
ad2-filler-text-3: [1002, 1810, 1296, 1845]
divider: [764, 1106, 765, 1540]
lead-column-6: [1102, 432, 1302, 632]
tayi-headline: ತಾಯಿ ಹಾಲಿನಲ್ಲಿದೆ ರೋಗನಿರೋಧಕ ಶಕ್ತಿ: [38, 1550, 356, 1586]
page-number: ೦೯: [1195, 28, 1229, 63]
ad2-item2: ಕ್ರಮ.2: ಟೆಂಡರ್ ದಿನಾಂಕ: 07.08.2025 ರಿಂದ 22.08.2025: [1002, 1730, 1234, 1741]
temple-decoration-box: [894, 236, 1302, 426]
